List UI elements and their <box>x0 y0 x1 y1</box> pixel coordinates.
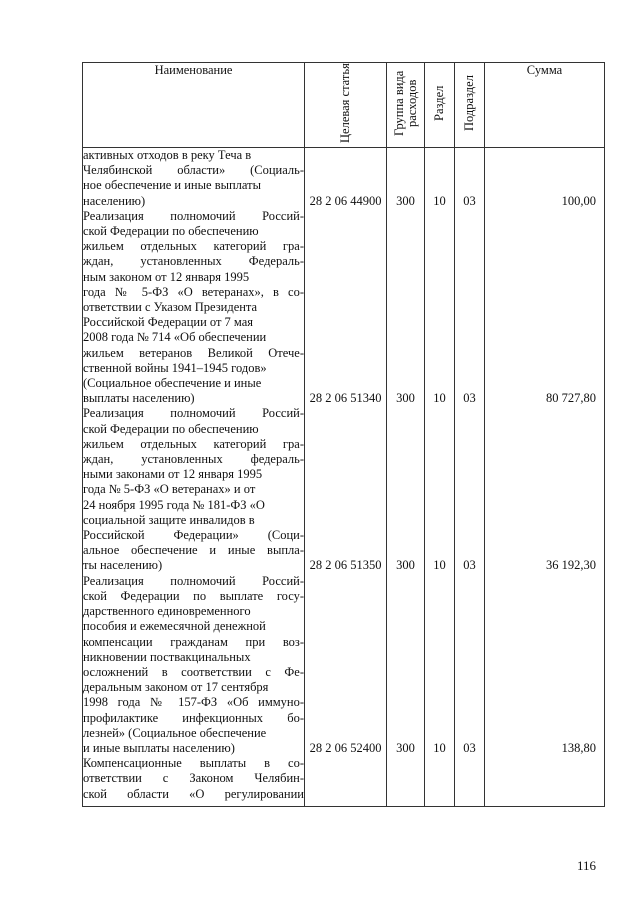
row-group-value: 300 <box>396 193 415 208</box>
text-line: Реализация полномочий Россий- <box>83 573 304 588</box>
text-line: лезней» (Социальное обеспечение <box>83 725 267 740</box>
text-line: альное обеспечение и иные выпла- <box>83 543 304 558</box>
text-line: Реализация полномочий Россий- <box>83 406 304 421</box>
text-line: деральным законом от 17 сентября <box>83 680 269 695</box>
table-header-row <box>83 63 605 148</box>
row-subsection-value: 03 <box>463 391 476 406</box>
text-line: жильем отдельных категорий гра- <box>83 239 304 254</box>
text-line: ответствии с Указом Президента <box>83 300 258 315</box>
text-line: ственной войны 1941–1945 годов» <box>83 360 267 375</box>
text-line: ты населению) <box>83 558 163 573</box>
name-column <box>83 148 305 807</box>
text-line: ской Федерации по обеспечению <box>83 224 259 239</box>
header-group-label: Группа вида расходов <box>391 70 419 136</box>
row-sum-value: 36 192,30 <box>546 558 596 573</box>
text-line: Компенсационные выплаты в со- <box>83 756 304 771</box>
text-line: 24 ноября 1995 года № 181-ФЗ «О <box>83 497 265 512</box>
text-line: активных отходов в реку Теча в <box>83 148 252 162</box>
text-line: жильем отдельных категорий гра- <box>83 436 304 451</box>
text-line: компенсации гражданам при воз- <box>83 634 304 649</box>
header-section <box>425 63 455 148</box>
header-subsection-label: Подраздел <box>462 75 476 131</box>
group-column <box>387 148 425 807</box>
row-section-value: 10 <box>433 558 446 573</box>
text-line: ждан, установленных Федераль- <box>83 254 304 269</box>
text-line: года № 5-ФЗ «О ветеранах» и от <box>83 482 256 497</box>
row-section-value: 10 <box>433 391 446 406</box>
row-target-value: 28 2 06 51350 <box>309 558 382 573</box>
text-line: (Социальное обеспечение и иные <box>83 376 262 391</box>
text-line: осложнений в соответствии с Фе- <box>83 664 304 679</box>
budget-table <box>82 62 605 807</box>
header-sum: Сумма <box>485 63 605 148</box>
row-group-value: 300 <box>396 740 415 755</box>
text-line: Челябинской области» (Социаль- <box>83 163 304 178</box>
text-line: выплаты населению) <box>83 391 195 406</box>
text-line: дарственного единовременного <box>83 604 251 619</box>
text-line: ответствии с Законом Челябин- <box>83 771 304 786</box>
subsection-column <box>455 148 485 807</box>
text-line: Российской Федерации» (Соци- <box>83 528 304 543</box>
row-sum-value: 100,00 <box>561 193 596 208</box>
row-target-value: 28 2 06 52400 <box>309 740 382 755</box>
text-line: профилактике инфекционных бо- <box>83 710 304 725</box>
text-line: населению) <box>83 193 146 208</box>
sum-column <box>485 148 605 807</box>
header-subsection <box>455 63 485 148</box>
text-line: никновении поствакцинальных <box>83 649 251 664</box>
text-line: пособия и ежемесячной денежной <box>83 619 266 634</box>
section-column <box>425 148 455 807</box>
text-line: ской Федерации по выплате госу- <box>83 588 304 603</box>
text-line: ными законами от 12 января 1995 <box>83 467 263 482</box>
page-number: 116 <box>577 858 597 873</box>
text-line: Реализация полномочий Россий- <box>83 208 304 223</box>
target-column <box>305 148 387 807</box>
text-line: 1998 года № 157-ФЗ «Об иммуно- <box>83 695 304 710</box>
row-sum-value: 80 727,80 <box>546 391 596 406</box>
text-line: и иные выплаты населению) <box>83 740 235 755</box>
text-line: Российской Федерации от 7 мая <box>83 315 254 330</box>
row-group-value: 300 <box>396 558 415 573</box>
header-name: Наименование <box>83 63 305 148</box>
row-subsection-value: 03 <box>463 193 476 208</box>
row-sum-value: 138,80 <box>561 740 596 755</box>
table-body-row <box>83 148 605 807</box>
row-target-value: 28 2 06 44900 <box>309 193 382 208</box>
text-line: ской Федерации по обеспечению <box>83 421 259 436</box>
row-group-value: 300 <box>396 391 415 406</box>
row-subsection-value: 03 <box>463 558 476 573</box>
text-line: ным законом от 12 января 1995 <box>83 269 250 284</box>
text-line: ждан, установленных федераль- <box>83 452 304 467</box>
text-line: социальной защите инвалидов в <box>83 512 255 527</box>
row-target-value: 28 2 06 51340 <box>309 391 382 406</box>
text-line: ской области «О регулировании <box>83 786 304 801</box>
header-target <box>305 63 387 148</box>
row-subsection-value: 03 <box>463 740 476 755</box>
header-section-label: Раздел <box>432 85 446 121</box>
text-line: 2008 года № 714 «Об обеспечении <box>83 330 267 345</box>
header-target-label: Целевая статья <box>338 63 352 143</box>
row-section-value: 10 <box>433 740 446 755</box>
text-line: ное обеспечение и иные выплаты <box>83 178 262 193</box>
text-line: жильем ветеранов Великой Отече- <box>83 345 304 360</box>
header-group <box>387 63 425 148</box>
row-section-value: 10 <box>433 193 446 208</box>
text-line: года № 5-ФЗ «О ветеранах», в со- <box>83 284 304 299</box>
